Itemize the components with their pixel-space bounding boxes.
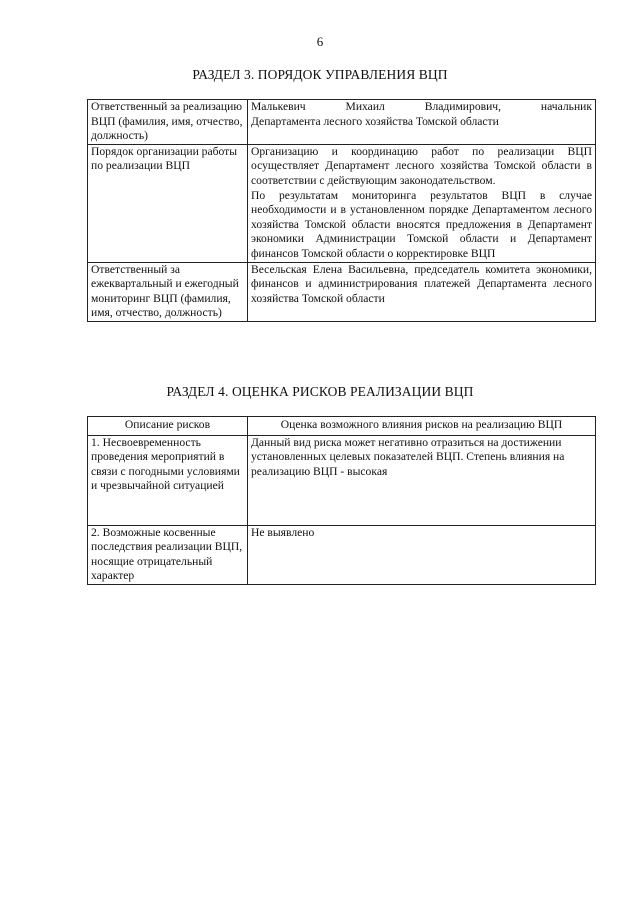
row-value-monitoring: Весельская Елена Васильевна, председатель комитета экономики, финансов и администрирования платежей Департамента лесного хозяйства Томской области: [248, 262, 596, 321]
value-paragraph: Организацию и координацию работ по реализации ВЦП осуществляет Департамент лесного хозяйства Томской области в соответствии с действующим законодательством.: [251, 144, 592, 187]
risk-impact: Не выявлено: [248, 525, 596, 584]
row-label-procedure: Порядок организации работы по реализации ВЦП: [88, 144, 248, 262]
management-table: [87, 99, 596, 322]
row-label-responsible: Ответственный за реализацию ВЦП (фамилия, имя, отчество, должность): [88, 100, 248, 145]
risk-description: 1. Несвоевременность проведения мероприятий в связи с погодными условиями и чрезвычайной ситуацией: [88, 435, 248, 525]
row-value-responsible: [248, 100, 596, 145]
table-row: [88, 435, 596, 525]
section-4-title: РАЗДЕЛ 4. ОЦЕНКА РИСКОВ РЕАЛИЗАЦИИ ВЦП: [166, 384, 474, 399]
header-risk-impact: Оценка возможного влияния рисков на реализацию ВЦП: [248, 417, 596, 436]
section-3-title: РАЗДЕЛ 3. ПОРЯДОК УПРАВЛЕНИЯ ВЦП: [192, 67, 448, 82]
value-paragraph: По результатам мониторинга результатов ВЦП в случае необходимости и в установленном порядке Департаментом лесного хозяйства Томской области вносятся предложения в Департамент экономики Администрации Томской области и Департамент финансов Томской области о корректировке ВЦП: [251, 188, 592, 260]
page-number: 6: [316, 34, 324, 49]
risks-table: [87, 416, 596, 585]
risk-impact: Данный вид риска может негативно отразиться на достижении установленных целевых показателей ВЦП. Степень влияния на реализацию ВЦП - высокая: [248, 435, 596, 525]
table-row: [88, 525, 596, 584]
table-row: [88, 100, 596, 145]
header-risk-description: Описание рисков: [88, 417, 248, 436]
value-line: Малькевич Михаил Владимирович, начальник: [251, 100, 592, 113]
risk-description: 2. Возможные косвенные последствия реализации ВЦП, носящие отрицательный характер: [88, 525, 248, 584]
table-row: [88, 144, 596, 262]
table-row: [88, 262, 596, 321]
value-line: Департамента лесного хозяйства Томской области: [251, 114, 499, 128]
row-label-monitoring: Ответственный за ежеквартальный и ежегодный мониторинг ВЦП (фамилия, имя, отчество, должность): [88, 262, 248, 321]
row-value-procedure: [248, 144, 596, 262]
table-header-row: [88, 417, 596, 436]
